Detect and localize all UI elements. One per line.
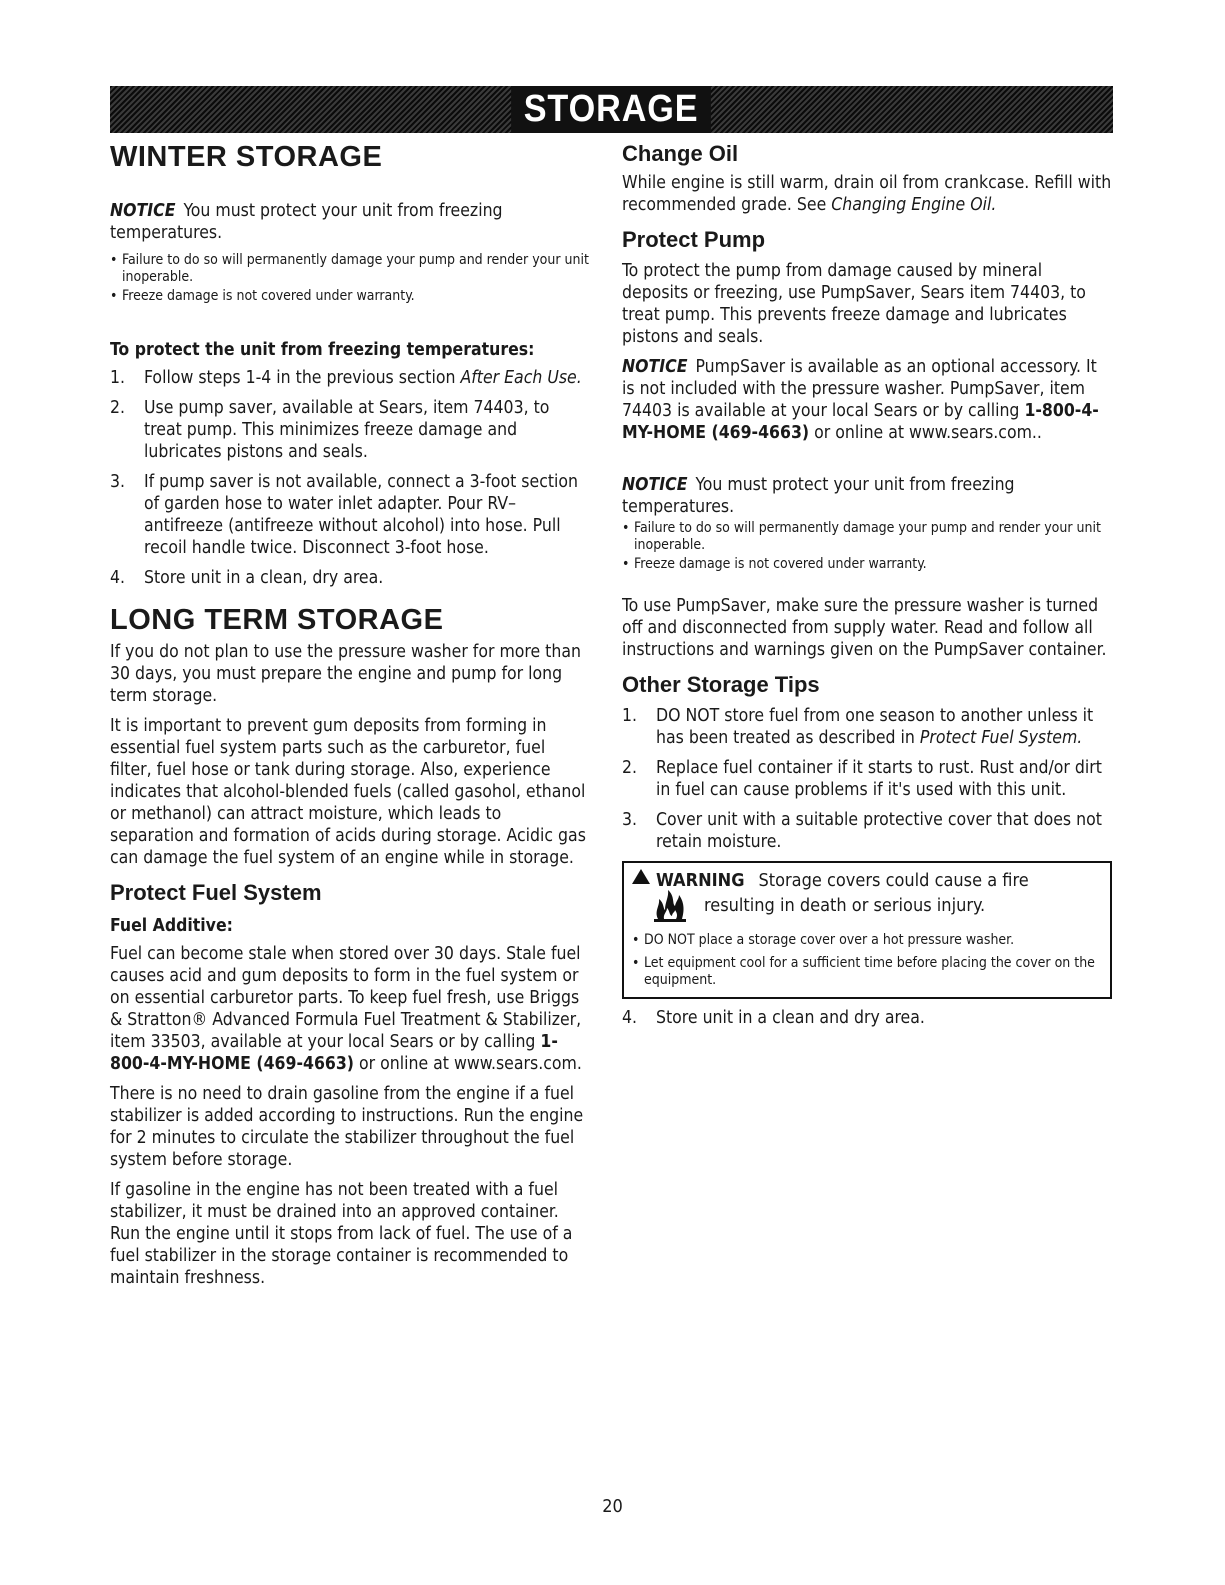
long-term-storage-heading: LONG TERM STORAGE	[110, 604, 444, 636]
warning-label: WARNING	[656, 870, 745, 891]
step-number: 4.	[110, 568, 126, 588]
step-item	[110, 567, 590, 589]
left-column	[110, 138, 590, 1297]
notice-text: You must protect your unit from freezing temperatures.	[110, 201, 503, 243]
fuel-additive-heading: Fuel Additive:	[110, 916, 233, 936]
other-tips-heading: Other Storage Tips	[622, 672, 820, 697]
section-banner	[110, 86, 1113, 133]
tip-item	[622, 757, 1112, 801]
notice-bullets	[110, 252, 590, 305]
warning-header	[632, 869, 1102, 892]
winter-steps	[110, 367, 590, 589]
notice-label: NOTICE	[110, 201, 176, 221]
banner-title: STORAGE	[512, 86, 712, 133]
tip-text: Replace fuel container if it starts to rust. Rust and/or dirt in fuel can cause problems if it's used with this unit.	[656, 758, 1102, 800]
tip-number: 1.	[622, 706, 638, 726]
tip-reference: Protect Fuel System.	[919, 728, 1083, 748]
notice-bullet: • Freeze damage is not covered under warranty.	[622, 556, 1112, 573]
step-number: 1.	[110, 368, 126, 388]
change-oil-paragraph	[622, 172, 1112, 216]
step-item	[110, 367, 590, 389]
protect-pump-paragraph: To protect the pump from damage caused by mineral deposits or freezing, use PumpSaver, Sears item 74403, to treat pump. This prevents freeze damage and lubricates pistons and seals.	[622, 261, 1086, 347]
step-number: 2.	[110, 398, 126, 418]
step-text: If pump saver is not available, connect a 3-foot section of garden hose to water inlet adapter. Pour RV–antifreeze (antifreeze without alcohol) into hose. Pull recoil handle twice. Disconnect 3-foot hose.	[144, 472, 579, 558]
warning-triangle-icon	[632, 869, 650, 884]
step-item	[110, 397, 590, 463]
warning-text: Storage covers could cause a fire	[758, 870, 1029, 891]
warning-text-line2: resulting in death or serious injury.	[704, 895, 986, 916]
tip-number: 3.	[622, 810, 638, 830]
notice-bullet: • Freeze damage is not covered under warranty.	[110, 288, 590, 305]
notice-text: You must protect your unit from freezing temperatures.	[622, 475, 1015, 517]
notice-bullet: • Failure to do so will permanently damage your pump and render your unit inoperable.	[622, 520, 1112, 554]
drain-paragraph-1: There is no need to drain gasoline from the engine if a fuel stabilizer is added according to instructions. Run the engine for 2 minutes to circulate the stabilizer throughout the fuel system before storage.	[110, 1084, 584, 1170]
step-text: Store unit in a clean, dry area.	[144, 568, 384, 588]
page-number: 20	[602, 1496, 623, 1517]
tip-number: 2.	[622, 758, 638, 778]
tips-list	[622, 705, 1112, 853]
tips-list-continued	[622, 1007, 1112, 1029]
notice-text-end: or online at www.sears.com..	[809, 423, 1042, 443]
tip-text: Store unit in a clean and dry area.	[656, 1008, 925, 1028]
notice-bullet: • Failure to do so will permanently damage your pump and render your unit inoperable.	[110, 252, 590, 286]
notice-label: NOTICE	[622, 475, 688, 495]
additive-text: Fuel can become stale when stored over 30 days. Stale fuel causes acid and gum deposits to form in the fuel system or on essential carburetor parts. To keep fuel fresh, use Briggs & Stratton® Advanced Formula Fuel Treatment & Stabilizer, item 33503, available at your local Sears or by calling	[110, 944, 582, 1052]
tip-text: DO NOT store fuel from one season to another unless it has been treated as described in	[656, 706, 1094, 748]
tip-text: Cover unit with a suitable protective cover that does not retain moisture.	[656, 810, 1102, 852]
tip-number: 4.	[622, 1008, 638, 1028]
right-column	[622, 138, 1112, 1037]
change-oil-heading: Change Oil	[622, 141, 739, 166]
fire-hazard-icon	[650, 886, 690, 926]
step-link-text: After Each Use.	[460, 368, 582, 388]
winter-storage-heading: WINTER STORAGE	[110, 141, 383, 173]
protect-pump-heading: Protect Pump	[622, 227, 766, 252]
tip-item	[622, 1007, 1112, 1029]
warning-body	[632, 892, 1102, 926]
long-term-paragraph: If you do not plan to use the pressure washer for more than 30 days, you must prepare the engine and pump for long term storage.	[110, 642, 581, 706]
pumpsaver-usage-paragraph: To use PumpSaver, make sure the pressure washer is turned off and disconnected from supply water. Read and follow all instructions and warnings given on the PumpSaver container.	[622, 596, 1107, 660]
pumpsaver-notice	[622, 356, 1112, 444]
step-number: 3.	[110, 472, 126, 492]
step-text: Use pump saver, available at Sears, item 74403, to treat pump. This minimizes freeze damage and lubricates pistons and seals.	[144, 398, 550, 462]
notice-bullets	[622, 520, 1112, 573]
protect-unit-heading: To protect the unit from freezing temperatures:	[110, 340, 535, 360]
warning-box	[622, 861, 1112, 999]
step-item	[110, 471, 590, 559]
freezing-notice	[622, 474, 1112, 518]
tip-item	[622, 809, 1112, 853]
phone-number: 1-800-4-MY-HOME (469-4663)	[110, 1032, 558, 1074]
warning-bullet: • DO NOT place a storage cover over a hot pressure washer.	[632, 932, 1102, 949]
gum-deposits-paragraph: It is important to prevent gum deposits from forming in essential fuel system parts such as the carburetor, fuel filter, fuel hose or tank during storage. Also, experience indicates that alcohol-blended fuels (called gasohol, ethanol or methanol) can attract moisture, which leads to separation and formation of acids during storage. Acidic gas can damage the fuel system of an engine while in storage.	[110, 716, 586, 868]
phone-number: 1-800-4-MY-HOME (469-4663)	[622, 401, 1099, 443]
warning-bullets	[632, 932, 1102, 989]
fuel-additive-paragraph	[110, 943, 590, 1075]
tip-item	[622, 705, 1112, 749]
notice-text: PumpSaver is available as an optional accessory. It is not included with the pressure washer. PumpSaver, item 74403 is available at your local Sears or by calling	[622, 357, 1097, 421]
oil-reference: Changing Engine Oil.	[831, 195, 997, 215]
winter-notice	[110, 200, 590, 244]
notice-label: NOTICE	[622, 357, 688, 377]
step-text: Follow steps 1-4 in the previous section	[144, 368, 461, 388]
drain-paragraph-2: If gasoline in the engine has not been treated with a fuel stabilizer, it must be drained into an approved container. Run the engine until it stops from lack of fuel. The use of a fuel stabilizer in the storage container is recommended to maintain freshness.	[110, 1180, 573, 1288]
additive-text-end: or online at www.sears.com.	[354, 1054, 582, 1074]
oil-text: While engine is still warm, drain oil from crankcase. Refill with recommended grade. See	[622, 173, 1112, 215]
warning-bullet: • Let equipment cool for a sufficient time before placing the cover on the equipment.	[632, 955, 1102, 989]
protect-fuel-heading: Protect Fuel System	[110, 880, 322, 905]
